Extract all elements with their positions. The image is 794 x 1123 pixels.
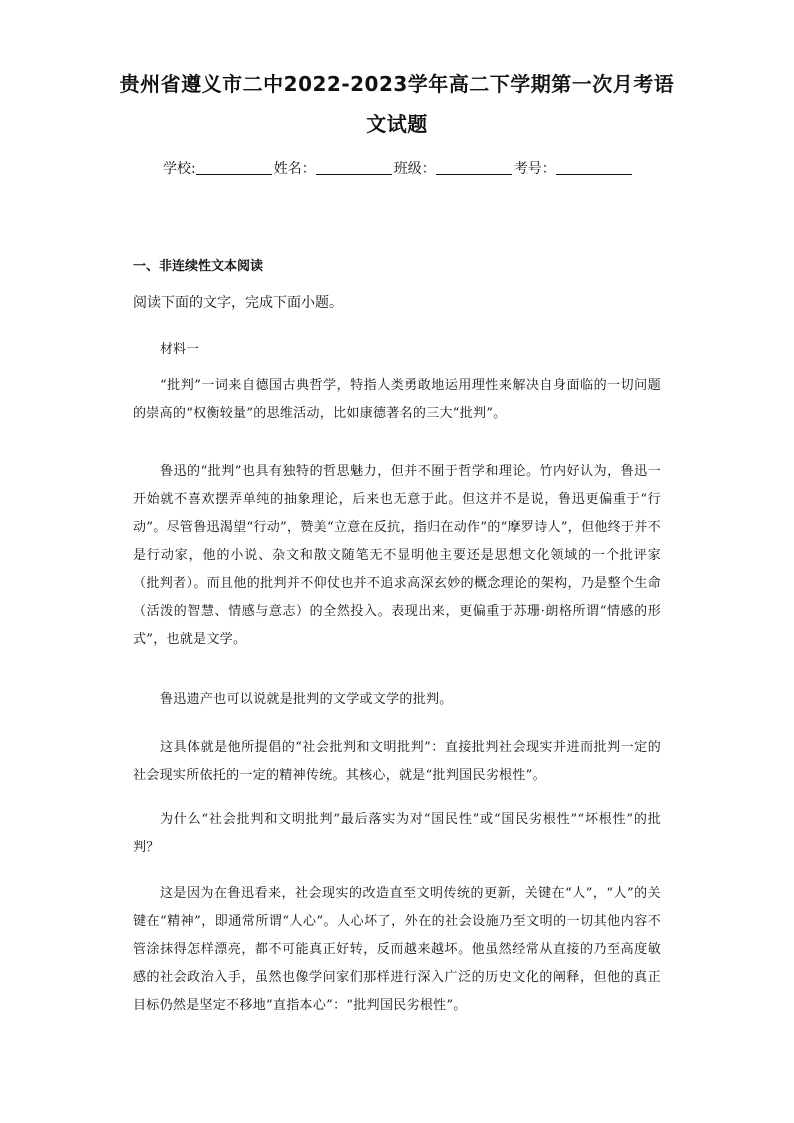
exam-title-line2: 文试题 — [366, 112, 428, 136]
paragraph: 为什么“社会批判和文明批判”最后落实为对“国民性”或“国民劣根性”“坏根性”的批判？ — [133, 812, 661, 855]
exam-title-line1: 贵州省遵义市二中2022-2023学年高二下学期第一次月考语 — [119, 72, 675, 96]
paragraph: 这是因为在鲁迅看来，社会现实的改造直至文明传统的更新，关键在“人”，“人”的关键在“精神”，即通常所谓“人心”。人心坏了，外在的社会设施乃至文明的一切其他内容不管涂抹得怎样漂亮，都不可能真正好转，反而越来越坏。他虽然经常从直接的乃至高度敏感的社会政治入手，虽然也像学问家们那样进行深入广泛的历史文化的阐释，但他的真正目标仍然是坚定不移地“直指本心”：“批判国民劣根性”。 — [133, 886, 661, 1013]
name-blank[interactable] — [316, 160, 392, 175]
exam-no-blank[interactable] — [556, 160, 632, 175]
name-label: 姓名： — [273, 161, 316, 177]
paragraph: 鲁迅遗产也可以说就是批判的文学或文学的批判。 — [160, 692, 453, 707]
paragraph: 鲁迅的“批判”也具有独特的哲思魅力，但并不囿于哲学和理论。竹内好认为，鲁迅一开始就不喜欢摆弄单纯的抽象理论，后来也无意于此。但这并不是说，鲁迅更偏重于“行动”。尽管鲁迅渴望“行动”，赞美“立意在反抗，指归在动作”的“摩罗诗人”，但他终于并不是行动家，他的小说、杂文和散文随笔无不显明他主要还是思想文化领域的一个批评家（批判者）。而且他的批判并不仰仗也并不追求高深玄妙的概念理论的架构，乃是整个生命（活泼的智慧、情感与意志）的全然投入。表现出来，更偏重于苏珊·朗格所谓“情感的形式”，也就是文学。 — [133, 464, 661, 647]
section-heading: 一、非连续性文本阅读 — [133, 259, 264, 274]
material-label: 材料一 — [160, 342, 200, 357]
instruction-text: 阅读下面的文字，完成下面小题。 — [133, 295, 343, 311]
class-blank[interactable] — [436, 160, 512, 175]
class-label: 班级： — [393, 161, 436, 177]
paragraph: 这具体就是他所提倡的“社会批判和文明批判”：直接批判社会现实并进而批判一定的社会现实所依托的一定的精神传统。其核心，就是“批判国民劣根性”。 — [133, 740, 661, 783]
paragraph: “批判”一词来自德国古典哲学，特指人类勇敢地运用理性来解决自身面临的一切问题的崇高的“权衡较量”的思维活动，比如康德著名的三大“批判”。 — [133, 378, 661, 421]
school-blank[interactable] — [196, 160, 272, 175]
exam-no-label: 考号： — [513, 161, 556, 177]
school-label: 学校: — [163, 161, 196, 177]
student-info-line — [163, 158, 634, 178]
